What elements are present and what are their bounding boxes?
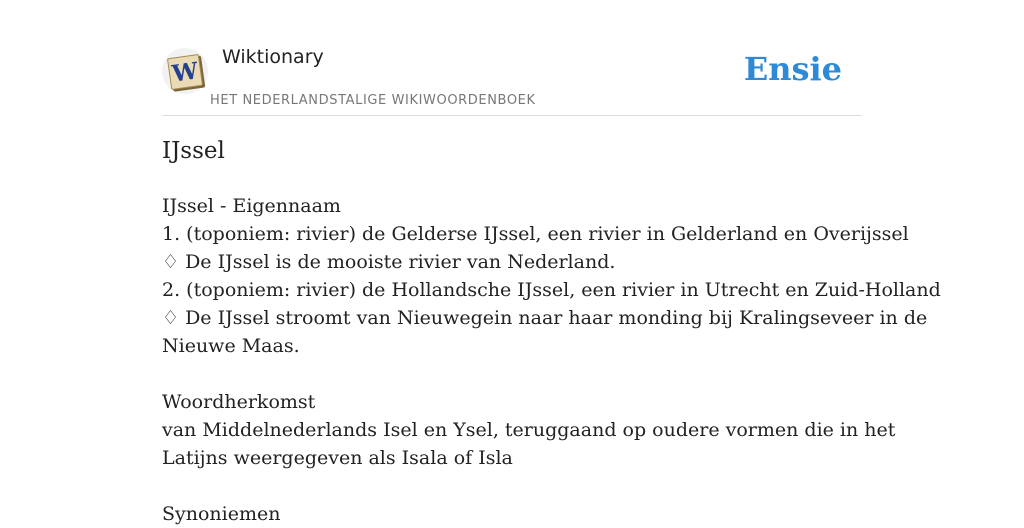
entry-line-etymology-1: van Middelnederlands Isel en Ysel, teruggaand op oudere vormen die in het [162,419,896,441]
entry-line-example-1: ♢ De IJssel is de mooiste rivier van Nederland. [162,251,616,273]
entry-line-etymology-heading: Woordherkomst [162,391,316,413]
entry-line-blank-1 [162,360,862,388]
entry-title: IJssel [162,138,225,164]
ensie-brand-link[interactable]: Ensie [743,50,842,88]
source-tagline: HET NEDERLANDSTALIGE WIKIWOORDENBOEK [210,93,536,108]
entry-line-blank-2 [162,472,862,500]
entry-line-heading: IJssel - Eigennaam [162,195,341,217]
source-name[interactable]: Wiktionary [222,46,324,68]
page-header [162,44,862,116]
entry-line-synonyms-heading: Synoniemen [162,503,281,525]
entry-body [162,192,941,528]
entry-line-example-2: ♢ De IJssel stroomt van Nieuwegein naar haar monding bij Kralingseveer in de [162,307,928,329]
entry-line-definition-2: 2. (toponiem: rivier) de Hollandsche IJssel, een rivier in Utrecht en Zuid-Holland [162,279,941,301]
wiktionary-logo-icon[interactable] [162,48,208,94]
entry-line-definition-1: 1. (toponiem: rivier) de Gelderse IJssel, een rivier in Gelderland en Overijssel [162,223,909,245]
entry-line-example-2-cont: Nieuwe Maas. [162,335,300,357]
entry-line-etymology-2: Latijns weergegeven als Isala of Isla [162,447,513,469]
logo-tile: W [167,54,203,90]
